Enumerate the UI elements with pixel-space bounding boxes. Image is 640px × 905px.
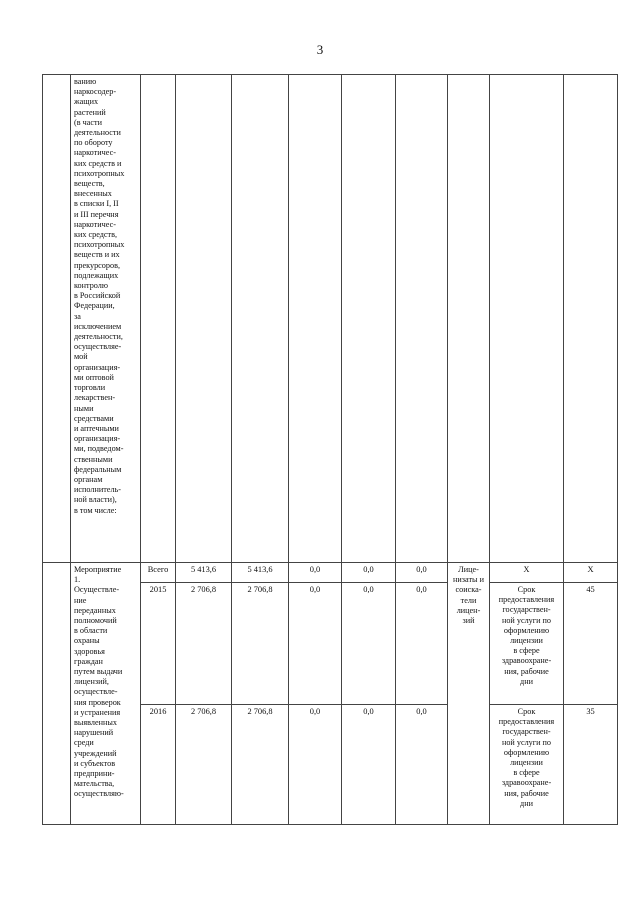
empty-cell bbox=[141, 75, 176, 563]
amount-cell: 0,0 bbox=[342, 705, 396, 825]
amount-cell: 0,0 bbox=[396, 705, 448, 825]
empty-cell bbox=[490, 75, 564, 563]
amount-cell: 0,0 bbox=[396, 563, 448, 583]
amount-cell: 0,0 bbox=[342, 583, 396, 705]
indicator-value-cell: 35 bbox=[564, 705, 618, 825]
empty-cell bbox=[564, 75, 618, 563]
empty-cell bbox=[289, 75, 342, 563]
amount-total-cell: 5 413,6 bbox=[176, 563, 232, 583]
amount-total-cell: 2 706,8 bbox=[176, 705, 232, 825]
measure-name-cell: ванию наркосодер- жащих растений (в части деятельности по обороту наркотичес- ких средств и психотропных веществ, внесенных в списки I, II и III перечня наркотичес- ких средств, психотропных веществ и их прекурсоров, подлежащих контролю в Российской Федерации, за исключением деятельности, осуществляе- мой организация- ми оптовой торговли лекарствен- ными средствами и аптечными организация- ми, подведом- ственными федеральным органам исполнитель- ной власти), в том числе: bbox=[71, 75, 141, 563]
indicator-cell: Х bbox=[490, 563, 564, 583]
empty-cell bbox=[342, 75, 396, 563]
program-table bbox=[42, 74, 618, 825]
amount-cell: 0,0 bbox=[289, 583, 342, 705]
page-number: 3 bbox=[316, 42, 324, 57]
indicator-subject-cell: Лице- низаты и соиска- тели лицен- зий bbox=[448, 563, 490, 825]
empty-cell bbox=[176, 75, 232, 563]
amount-cell: 5 413,6 bbox=[232, 563, 289, 583]
empty-cell bbox=[43, 75, 71, 563]
indicator-cell: Срок предоставления государствен- ной услуги по оформлению лицензии в сфере здравоохране- ния, рабочие дни bbox=[490, 583, 564, 705]
table-row-continuation bbox=[43, 75, 618, 563]
measure-name-cell: Мероприятие 1. Осуществле- ние переданных полномочий в области охраны здоровья граждан путем выдачи лицензий, осуществле- ния проверок и устранения выявленных нарушений среди учреждений и субъектов предприни- мательства, осуществляю- bbox=[71, 563, 141, 825]
amount-cell: 0,0 bbox=[289, 705, 342, 825]
amount-cell: 0,0 bbox=[396, 583, 448, 705]
empty-cell bbox=[448, 75, 490, 563]
indicator-cell: Срок предоставления государствен- ной услуги по оформлению лицензии в сфере здравоохране- ния, рабочие дни bbox=[490, 705, 564, 825]
amount-cell: 2 706,8 bbox=[232, 705, 289, 825]
year-cell: 2016 bbox=[141, 705, 176, 825]
indicator-value-cell: Х bbox=[564, 563, 618, 583]
amount-cell: 2 706,8 bbox=[232, 583, 289, 705]
table-row-total bbox=[43, 563, 618, 583]
empty-cell bbox=[232, 75, 289, 563]
amount-cell: 0,0 bbox=[289, 563, 342, 583]
empty-cell bbox=[43, 563, 71, 825]
empty-cell bbox=[396, 75, 448, 563]
indicator-value-cell: 45 bbox=[564, 583, 618, 705]
amount-total-cell: 2 706,8 bbox=[176, 583, 232, 705]
amount-cell: 0,0 bbox=[342, 563, 396, 583]
year-cell: Всего bbox=[141, 563, 176, 583]
year-cell: 2015 bbox=[141, 583, 176, 705]
